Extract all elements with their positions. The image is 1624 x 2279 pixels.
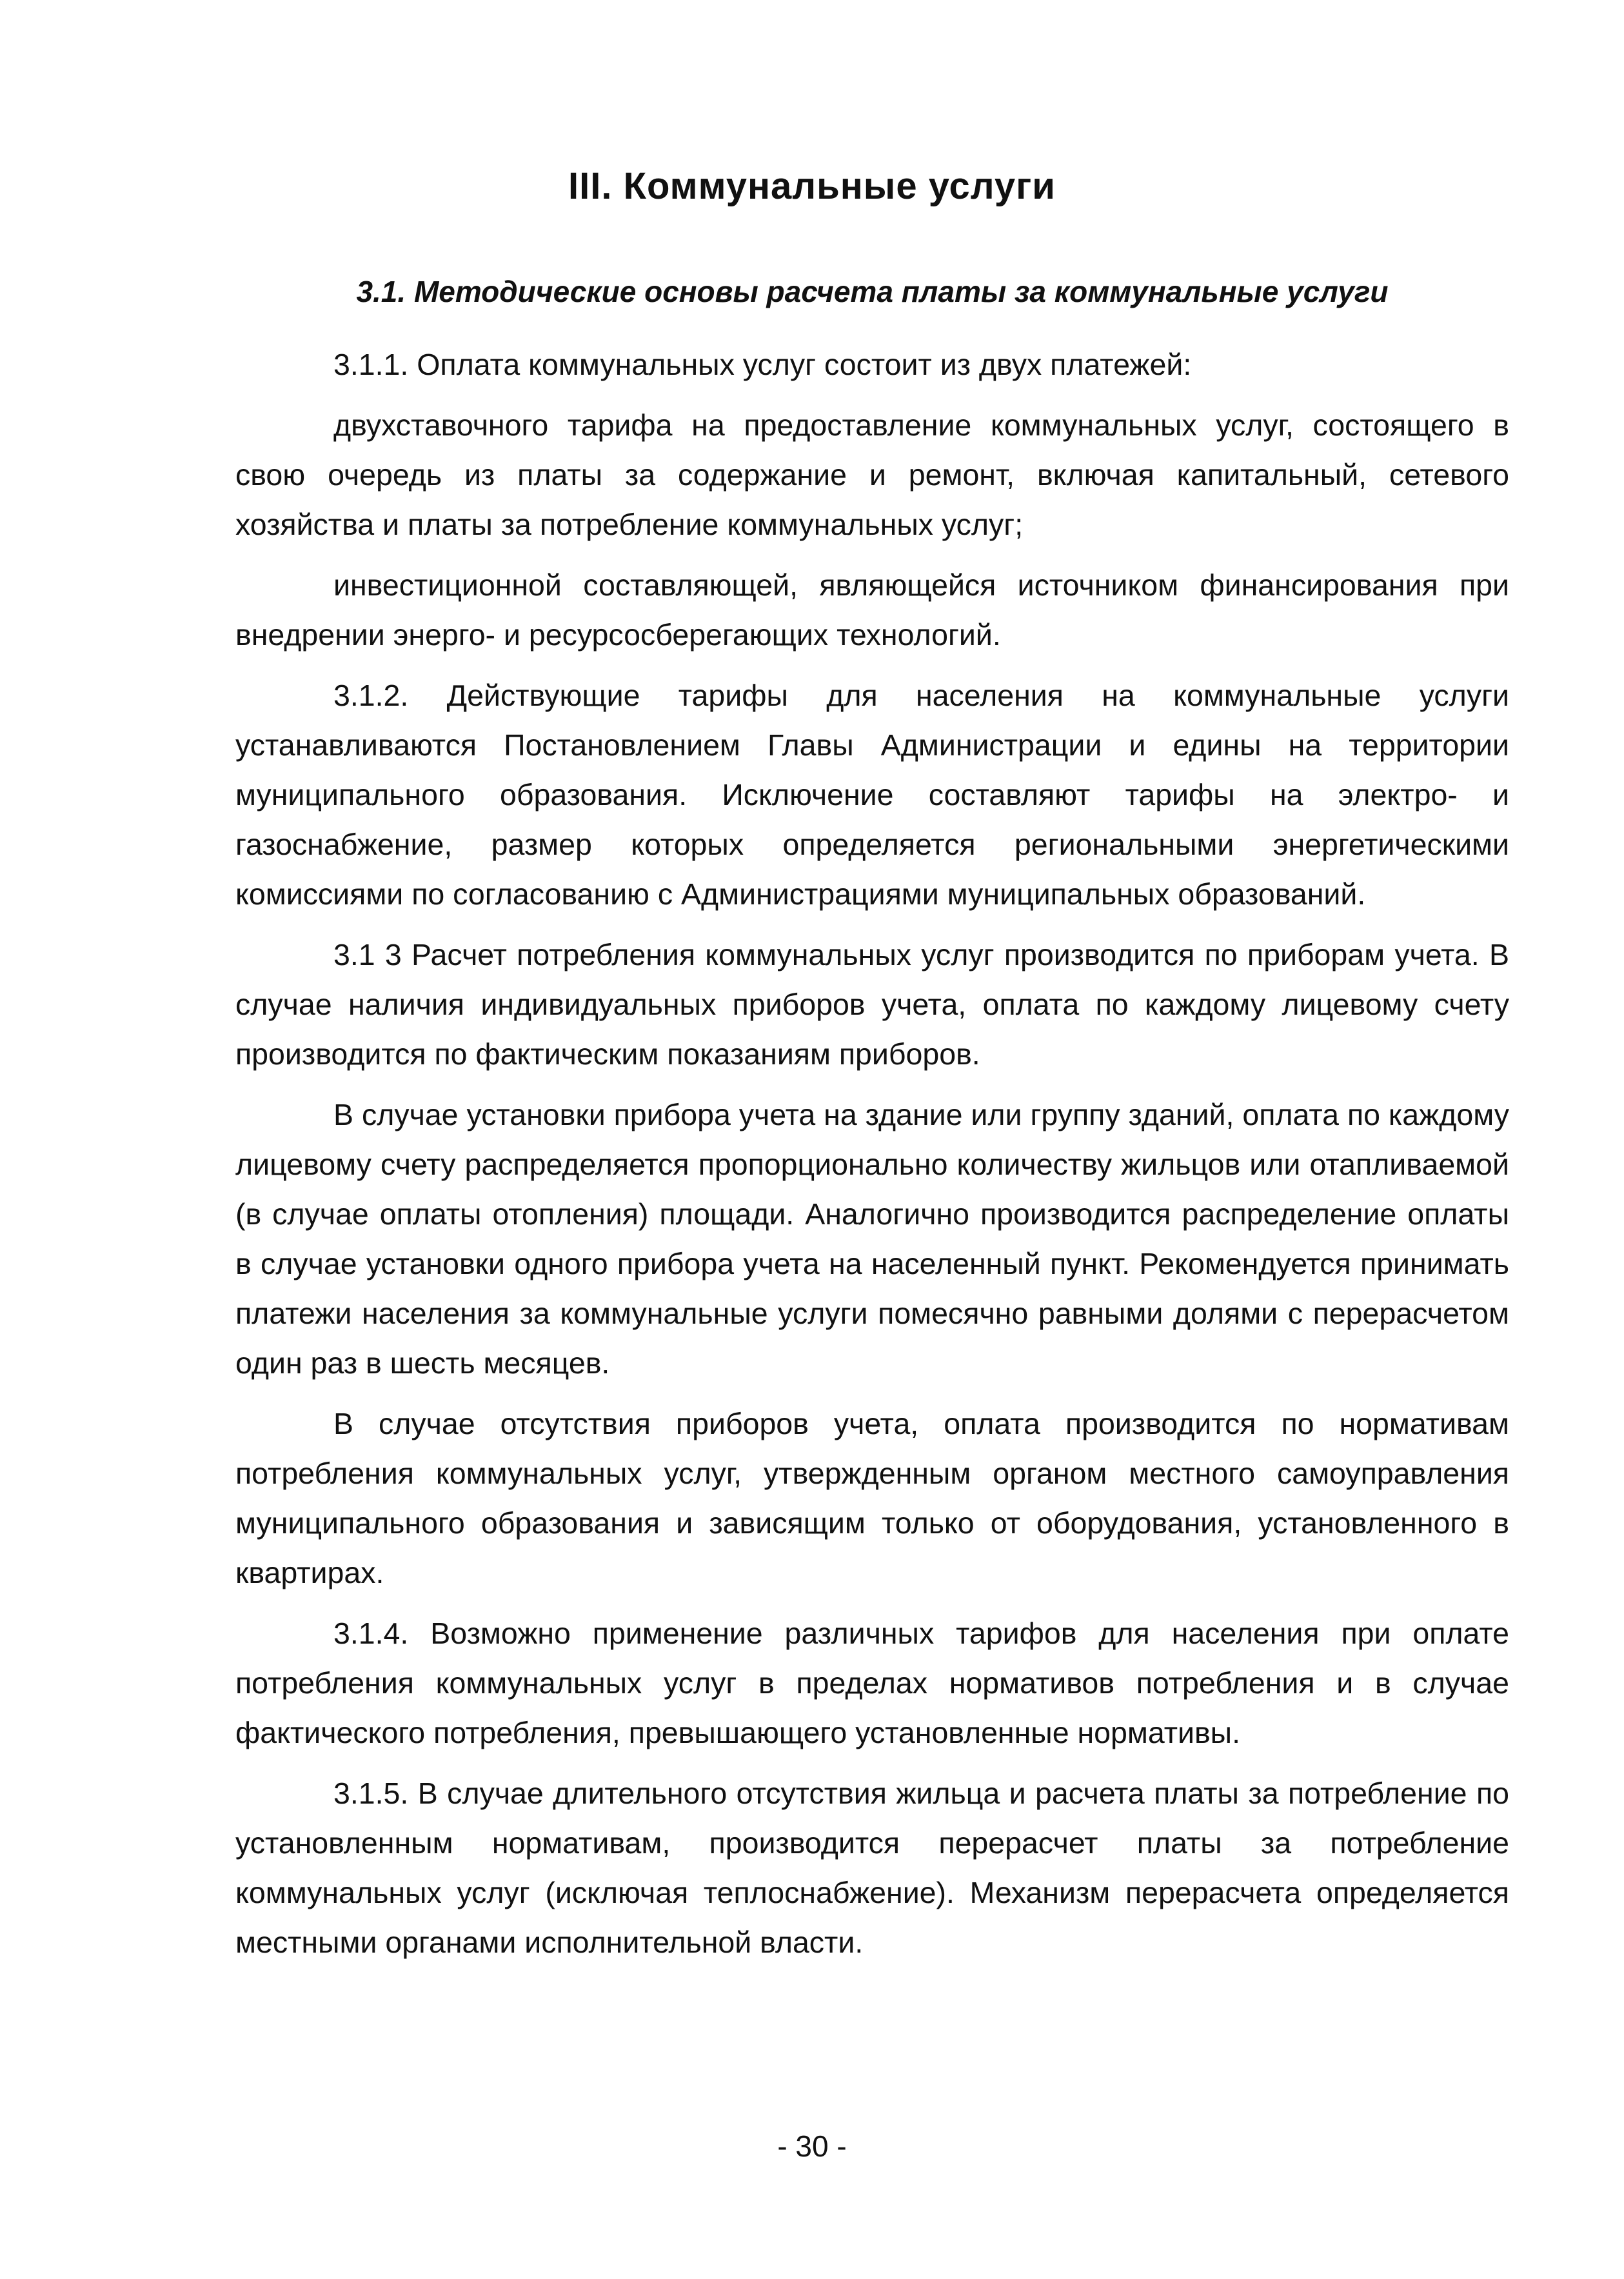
page-number: - 30 -: [777, 2129, 847, 2163]
paragraph-building-meter: В случае установки прибора учета на здание или группу зданий, оплата по каждому лицевому счету распределяется пропорционально количеству жильцов или отапливаемой (в случае оплаты отопления) площади. Аналогично производится распределение оплаты в случае установки одного прибора учета на населенный пункт. Рекомендуется принимать платежи населения за коммунальные услуги помесячно равными долями с перерасчетом один раз в шесть месяцев.: [235, 1098, 1509, 1380]
paragraph-3-1-2: 3.1.2. Действующие тарифы для населения на коммунальные услуги устанавливаются Постановлением Главы Администрации и едины на территории муниципального образования. Исключение составляют тарифы на электро- и газоснабжение, размер которых определяется региональными энергетическими комиссиями по согласованию с Администрациями муниципальных образований.: [235, 679, 1509, 911]
body-text: [235, 340, 1509, 1967]
paragraph-3-1-3: 3.1 3 Расчет потребления коммунальных услуг производится по приборам учета. В случае наличия индивидуальных приборов учета, оплата по каждому лицевому счету производится по фактическим показаниям приборов.: [235, 938, 1509, 1071]
paragraph-3-1-1: 3.1.1. Оплата коммунальных услуг состоит из двух платежей:: [333, 348, 1192, 381]
paragraph-3-1-5: 3.1.5. В случае длительного отсутствия жильца и расчета платы за потребление по установленным нормативам, производится перерасчет платы за потребление коммунальных услуг (исключая теплоснабжение). Механизм перерасчета определяется местными органами исполнительной власти.: [235, 1776, 1509, 1959]
paragraph-investment-component: инвестиционной составляющей, являющейся источником финансирования при внедрении энерго- и ресурсосберегающих технологий.: [235, 568, 1509, 652]
paragraph-two-part-tariff: двухставочного тарифа на предоставление коммунальных услуг, состоящего в свою очередь из платы за содержание и ремонт, включая капитальный, сетевого хозяйства и платы за потребление коммунальных услуг;: [235, 408, 1509, 541]
paragraph-no-meters: В случае отсутствия приборов учета, оплата производится по нормативам потребления коммунальных услуг, утвержденным органом местного самоуправления муниципального образования и зависящим только от оборудования, установленного в квартирах.: [235, 1407, 1509, 1589]
section-title: III. Коммунальные услуги: [568, 165, 1056, 207]
paragraph-3-1-4: 3.1.4. Возможно применение различных тарифов для населения при оплате потребления коммунальных услуг в пределах нормативов потребления и в случае фактического потребления, превышающего установленные нормативы.: [235, 1617, 1509, 1749]
subsection-title: 3.1. Методические основы расчета платы за коммунальные услуги: [356, 275, 1389, 308]
